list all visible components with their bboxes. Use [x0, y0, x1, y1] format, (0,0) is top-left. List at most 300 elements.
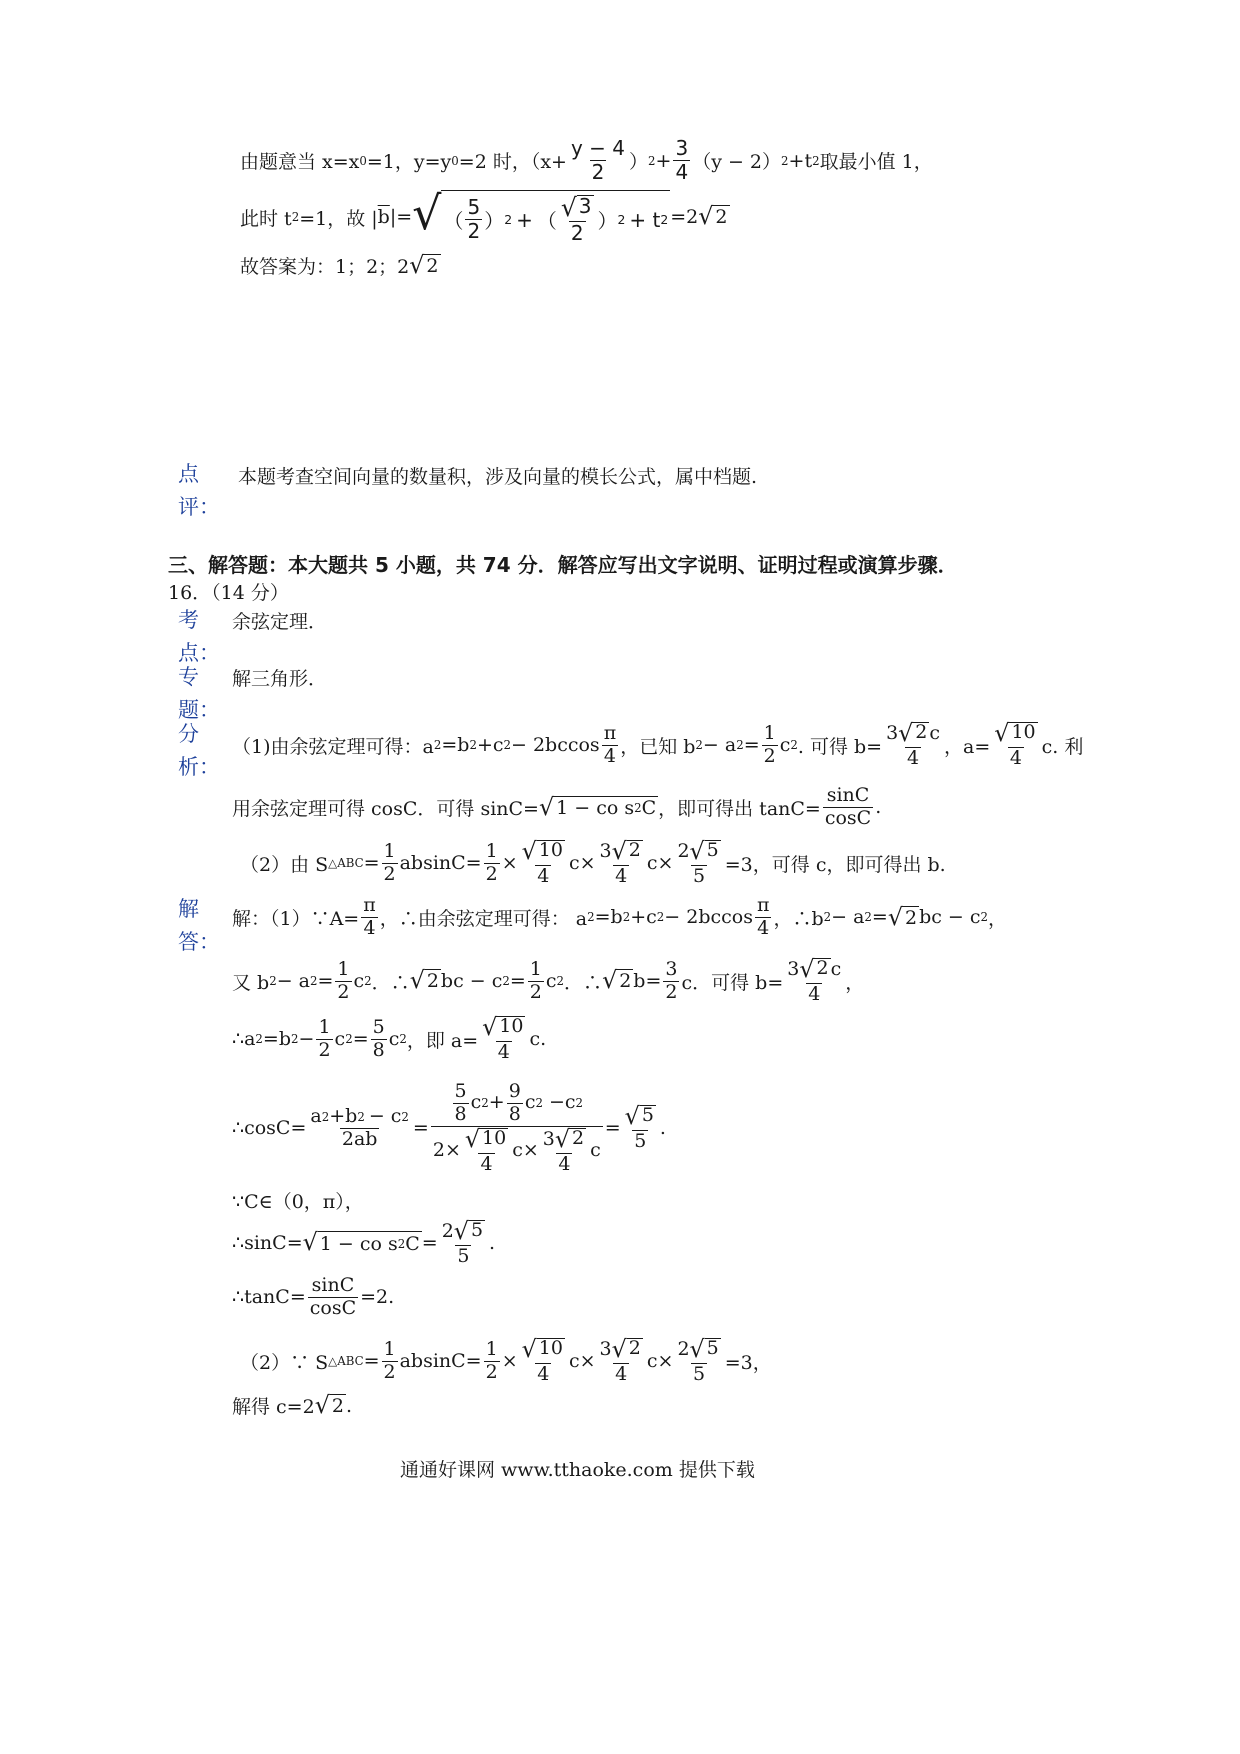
denominator: 4	[615, 1362, 628, 1385]
exponent: 2	[634, 800, 642, 815]
exponent: 2	[399, 1032, 407, 1047]
numerator: 3 √ 2	[599, 837, 641, 865]
text: =1，故 |	[299, 207, 378, 230]
exponent: 2	[622, 910, 631, 925]
exponent: 2	[736, 738, 744, 753]
numerator: √ 10	[994, 719, 1036, 747]
denominator: 2	[529, 980, 542, 1003]
fraction-sinc	[440, 1217, 487, 1267]
numerator: 3	[665, 957, 678, 980]
numerator: √ 10	[521, 1335, 563, 1363]
denominator: 5	[693, 864, 706, 887]
text: 取最小值 1，	[819, 151, 933, 173]
magnitude-sqrt: √ （ $\frac{5}{2}$ ） 2 + （ √ 3 2 ） 2 + t 2	[412, 186, 669, 245]
text: ×	[657, 1350, 674, 1373]
text: a	[310, 1104, 322, 1127]
text: （y − 2）	[692, 151, 782, 173]
radicand: 2	[715, 206, 728, 229]
denominator: 2	[591, 160, 605, 184]
exponent: 2	[503, 738, 511, 753]
sqrt-1-cos2c: √ 1 − co s 2 C	[538, 792, 657, 821]
denominator: 8	[372, 1038, 385, 1061]
radicand: 2	[331, 1394, 344, 1417]
denominator: 4	[603, 744, 616, 767]
numerator: 1	[529, 957, 542, 980]
text: c. 利	[1041, 735, 1084, 758]
fraction-half	[484, 839, 500, 885]
fraction-5-8	[371, 1015, 387, 1061]
text: ，即 a=	[406, 1029, 479, 1052]
label-char: 考	[178, 608, 199, 632]
exponent: 2	[291, 1032, 299, 1047]
numerator: 5	[467, 195, 481, 219]
text: =b	[441, 734, 470, 757]
text: =2.	[360, 1286, 395, 1309]
text: 2	[441, 1219, 454, 1242]
fenxi-label	[178, 718, 220, 784]
exponent: 2	[781, 153, 789, 168]
text: C	[405, 1232, 420, 1255]
label-char: 答：	[178, 930, 220, 954]
denominator: 4	[363, 916, 376, 939]
text: =3，可得 c，即可得出 b.	[724, 853, 946, 876]
exponent: 2	[321, 1109, 330, 1124]
text: =	[509, 970, 526, 993]
text: bc − c	[919, 906, 981, 929]
numerator: 1	[337, 957, 350, 980]
denominator: 5	[693, 1362, 706, 1385]
fraction-pi-4	[602, 721, 619, 767]
text: =	[604, 1117, 621, 1140]
text: c	[590, 1139, 601, 1162]
denominator: 2	[337, 980, 350, 1003]
label-char: 题：	[178, 698, 220, 722]
text: − 2bccos	[511, 734, 600, 757]
denominator: 5	[457, 1244, 470, 1267]
text: ）	[484, 209, 505, 233]
numerator: 2 √ 5	[677, 1335, 719, 1363]
text: 2	[677, 839, 690, 862]
text: 1 − co s	[319, 1232, 398, 1255]
radicand: 2	[627, 840, 643, 864]
text: c	[779, 734, 791, 757]
label-char: 解	[178, 897, 199, 921]
sub: △ABC	[328, 856, 364, 871]
text: c	[545, 970, 557, 993]
fraction-sqrt5-5	[623, 1101, 658, 1152]
text: . 可得 b=	[797, 735, 883, 758]
text: c	[929, 721, 941, 744]
denominator: 2	[318, 1038, 331, 1061]
text: ．∴	[371, 971, 410, 994]
fraction-cosc-value	[431, 1082, 603, 1175]
fraction	[673, 138, 690, 183]
label-char: 评：	[178, 495, 220, 519]
text: =	[743, 734, 760, 757]
numerator: 5	[454, 1080, 467, 1102]
text: .	[875, 796, 882, 819]
radicand: 2	[904, 906, 918, 929]
solution-step-7-tanc	[232, 1276, 394, 1319]
radicand: 2	[627, 1338, 643, 1362]
radicand: 2	[814, 958, 830, 982]
exponent: 2	[617, 212, 626, 227]
text: ，已知 b	[620, 735, 696, 758]
text: =b	[262, 1028, 292, 1051]
text: − a	[831, 906, 865, 929]
fraction-half	[316, 1015, 332, 1061]
solution-step-5: ∵C∈（0，π），	[232, 1191, 364, 1213]
analysis-line-2	[232, 786, 881, 829]
sqrt: √ 2	[602, 966, 632, 995]
fraction-half	[762, 721, 778, 767]
section-title: 三、解答题：本大题共 5 小题，共 74 分．解答应写出文字说明、证明过程或演算步骤．	[168, 553, 958, 577]
exponent: 2	[481, 1096, 489, 1111]
text: +t	[788, 149, 813, 172]
numerator: 1	[383, 839, 396, 862]
text: =	[363, 852, 380, 875]
radicand: 10	[497, 1016, 525, 1040]
numerator: 3 √ 2 c	[886, 719, 941, 747]
text: =b	[594, 906, 623, 929]
text: =	[871, 906, 888, 929]
text: =1，y=y	[366, 151, 452, 173]
fraction-b	[598, 1335, 645, 1385]
radicand: 5	[640, 1105, 656, 1129]
text: （2）由 S	[240, 853, 329, 876]
text: ．∴	[564, 971, 603, 994]
text: c	[830, 957, 842, 980]
fraction	[569, 138, 627, 183]
text: absinC=	[399, 852, 482, 875]
text: c	[353, 970, 365, 993]
text: − a	[702, 734, 737, 757]
text: =	[317, 970, 334, 993]
text: ，a=	[944, 735, 991, 758]
exponent: 2	[255, 1032, 263, 1047]
text: 此时 t	[240, 207, 292, 230]
denominator: 2	[467, 219, 481, 243]
exponent: 2	[864, 910, 872, 925]
text: c	[470, 1091, 482, 1114]
text: 1 − co s	[556, 796, 635, 819]
text: =	[412, 1117, 429, 1140]
text: −	[298, 1028, 315, 1051]
exponent: 2	[980, 910, 989, 925]
text: c.	[529, 1028, 547, 1051]
numerator: 9	[508, 1080, 521, 1102]
text: 由题意当 x=x	[240, 151, 360, 173]
text: 用余弦定理可得 cosC．可得 sinC=	[232, 797, 539, 820]
numerator: √ 5	[624, 1101, 654, 1130]
text: ×	[501, 1350, 518, 1373]
text: （	[536, 209, 557, 233]
radicand: 5	[705, 1338, 721, 1362]
text: ）	[597, 209, 618, 233]
numerator: 1	[485, 1337, 498, 1360]
answer-line	[240, 252, 441, 279]
text: ∴sinC=	[232, 1232, 303, 1255]
text: +	[516, 207, 533, 232]
text: ，∴b	[773, 907, 824, 930]
exponent: 2	[535, 1096, 543, 1111]
text: 又 b	[232, 971, 270, 994]
numerator: 1	[485, 839, 498, 862]
denominator: 4	[1009, 746, 1022, 769]
text: ∴cosC=	[232, 1117, 307, 1140]
text: + t	[629, 207, 661, 232]
radicand: 10	[1009, 722, 1037, 746]
comment-text: 本题考查空间向量的数量积，涉及向量的模长公式，属中档题.	[238, 466, 758, 488]
exponent: 2	[504, 212, 513, 227]
denominator: 8	[454, 1102, 467, 1125]
radicand: 2	[426, 254, 439, 277]
fraction-a	[520, 837, 567, 887]
denominator: 4	[497, 1040, 510, 1063]
text: C	[641, 796, 657, 819]
denominator: 5	[634, 1129, 647, 1152]
text: =	[363, 1350, 380, 1373]
text: ×	[501, 852, 518, 875]
text: 解：（1）∵A=	[232, 907, 360, 930]
numerator: 5	[372, 1015, 385, 1038]
radicand: 2	[426, 970, 439, 993]
label-char: 分	[178, 722, 199, 746]
page-footer: 通通好课网 www.tthaoke.com 提供下载	[400, 1459, 755, 1481]
radicand: 2	[913, 722, 929, 746]
exponent: 2	[310, 974, 318, 989]
numerator: 3 √ 2 c	[787, 955, 842, 983]
exponent: 2	[575, 1096, 584, 1111]
denominator: 4	[615, 864, 628, 887]
numerator: 1	[318, 1015, 331, 1038]
label-char: 专	[178, 665, 199, 689]
numerator	[308, 1104, 411, 1128]
solution-line-1	[240, 138, 933, 183]
text: ，	[845, 971, 865, 994]
fraction-a	[480, 1013, 527, 1063]
analysis-line-3	[240, 837, 946, 887]
text: 3	[886, 721, 899, 744]
exponent: 2	[469, 738, 477, 753]
sqrt: √ 2	[409, 966, 439, 995]
text: ×	[579, 1350, 596, 1373]
radicand	[318, 1231, 422, 1255]
exponent: 2	[345, 1032, 353, 1047]
text: 2	[677, 1337, 690, 1360]
denominator: 2	[665, 980, 678, 1003]
solution-step-2	[232, 955, 865, 1005]
text: =3，	[724, 1351, 772, 1374]
sqrt: √ 2	[409, 250, 439, 279]
text: ×	[444, 1139, 461, 1162]
exponent: 2	[401, 1109, 409, 1124]
radicand: 10	[537, 840, 565, 864]
text: ，即可得出 tanC=	[658, 797, 821, 820]
fraction-tanc	[823, 786, 873, 829]
denominator: cosC	[309, 1296, 357, 1319]
label-char: 析：	[178, 755, 220, 779]
question-number: 16．（14 分）	[168, 582, 289, 604]
denominator: 2	[485, 862, 498, 885]
numerator: √ 10	[482, 1013, 524, 1041]
text: −	[548, 1091, 565, 1114]
text: |=	[389, 206, 413, 228]
denominator: 2	[383, 862, 396, 885]
jieda-label	[178, 893, 220, 959]
exponent: 2	[556, 974, 565, 989]
denominator: 4	[537, 864, 550, 887]
denominator: 4	[675, 160, 689, 184]
text: c	[512, 1139, 523, 1162]
text: ）	[629, 151, 649, 173]
numerator	[449, 1082, 586, 1126]
numerator: 1	[763, 721, 776, 744]
fraction-b	[884, 719, 942, 769]
text: b=	[633, 970, 662, 993]
exponent: 2	[695, 738, 703, 753]
fraction-half	[528, 957, 544, 1003]
fraction-3-2	[663, 957, 679, 1003]
fraction	[559, 195, 596, 244]
zhuanti-text: 解三角形．	[232, 668, 328, 690]
sub: 0	[451, 153, 459, 168]
numerator: π	[756, 894, 770, 916]
denominator: 4	[808, 982, 821, 1005]
denominator: 2	[570, 221, 584, 245]
fraction-a	[520, 1335, 567, 1385]
text: ，	[988, 907, 1008, 930]
text: =	[421, 1232, 438, 1255]
label-char: 点：	[178, 641, 220, 665]
exponent: 2	[812, 153, 820, 168]
text: 2	[432, 1139, 445, 1162]
sqrt: √ 2	[314, 1390, 344, 1419]
sqrt: √ 2	[887, 902, 918, 931]
fraction-b	[598, 837, 645, 887]
fraction-half	[335, 957, 351, 1003]
text: =2	[670, 206, 699, 228]
denominator: 2	[485, 1360, 498, 1383]
text: =2 时，（x+	[458, 151, 567, 173]
numerator: sinC	[311, 1274, 355, 1296]
text: .	[345, 1394, 352, 1417]
numerator: 3	[675, 136, 689, 160]
sqrt: √ 2	[698, 202, 728, 231]
text: 3	[599, 839, 612, 862]
numerator: π	[363, 894, 376, 916]
numerator: y − 4	[570, 136, 626, 160]
exponent: 2	[790, 738, 798, 753]
text: ，∴由余弦定理可得： a	[379, 907, 588, 930]
text: （1)由余弦定理可得：a	[232, 735, 434, 758]
text: bc − c	[440, 970, 503, 993]
radicand	[554, 796, 658, 820]
text: 3	[787, 957, 800, 980]
text: （	[443, 209, 464, 233]
text: +	[655, 149, 672, 172]
denominator: 4	[757, 916, 770, 939]
text: +b	[329, 1104, 358, 1127]
text: ∴tanC=	[232, 1286, 306, 1309]
text: 3	[599, 1337, 612, 1360]
exponent: 2	[648, 153, 656, 168]
fraction	[465, 197, 482, 242]
text: +	[488, 1091, 505, 1114]
solution-step-4-cosc	[232, 1082, 666, 1175]
text: 解得 c=2	[232, 1396, 315, 1418]
denominator: 2	[763, 744, 776, 767]
text: c	[388, 1028, 400, 1051]
text: 3	[542, 1127, 555, 1150]
text: （2）∵ S	[240, 1351, 329, 1374]
solution-step-1	[232, 896, 1007, 939]
label-char: 点	[178, 462, 199, 486]
exponent: 2	[660, 212, 669, 227]
numerator: 3 √ 2	[599, 1335, 641, 1363]
text: ∴a	[232, 1028, 256, 1051]
fraction-pi-4	[361, 896, 378, 939]
text: absinC=	[399, 1350, 482, 1373]
radicand: 10	[537, 1338, 565, 1362]
text: c	[646, 1350, 658, 1373]
kaodian-text: 余弦定理．	[232, 611, 328, 633]
numerator: sinC	[826, 784, 870, 806]
text: 故答案为：1；2；2	[240, 256, 410, 278]
exponent: 2	[823, 910, 832, 925]
denominator: 2ab	[341, 1127, 378, 1150]
radicand: 5	[469, 1220, 485, 1244]
text: +c	[476, 734, 504, 757]
numerator: 2 √ 5	[441, 1217, 484, 1245]
fraction-b	[785, 955, 843, 1005]
fraction-pi-4	[755, 896, 772, 939]
numerator: √ 3	[560, 193, 592, 222]
vector-b: $\overline{b}$	[377, 206, 390, 228]
text: .	[659, 1117, 666, 1140]
text: − a	[276, 970, 310, 993]
text: c	[568, 852, 580, 875]
numerator: π	[603, 721, 617, 744]
exponent: 2	[291, 210, 300, 224]
numerator: √ 10	[521, 837, 563, 865]
exponent: 2	[357, 1109, 365, 1124]
numerator: 2 √ 5	[677, 837, 719, 865]
radicand: 10	[480, 1128, 508, 1152]
exponent: 2	[656, 910, 665, 925]
numerator: 1	[383, 1337, 396, 1360]
exponent: 2	[397, 1236, 406, 1251]
fraction-sinc	[675, 837, 722, 887]
solution-step-3	[232, 1013, 547, 1063]
fraction-a	[992, 719, 1039, 769]
text: =	[352, 1028, 369, 1051]
denominator: 4	[558, 1152, 571, 1175]
fraction-cosine-law	[308, 1104, 411, 1150]
denominator: 8	[508, 1102, 521, 1125]
denominator: 4	[480, 1152, 493, 1175]
denominator: 2	[383, 1360, 396, 1383]
text: c	[524, 1091, 536, 1114]
radicand: 2	[570, 1128, 586, 1152]
solution-step-9	[232, 1392, 352, 1419]
text: ×	[657, 852, 674, 875]
denominator: 4	[537, 1362, 550, 1385]
text: c	[568, 1350, 580, 1373]
fraction-half	[382, 1337, 398, 1383]
comment-label	[178, 458, 220, 524]
solution-step-8-area	[240, 1335, 772, 1385]
